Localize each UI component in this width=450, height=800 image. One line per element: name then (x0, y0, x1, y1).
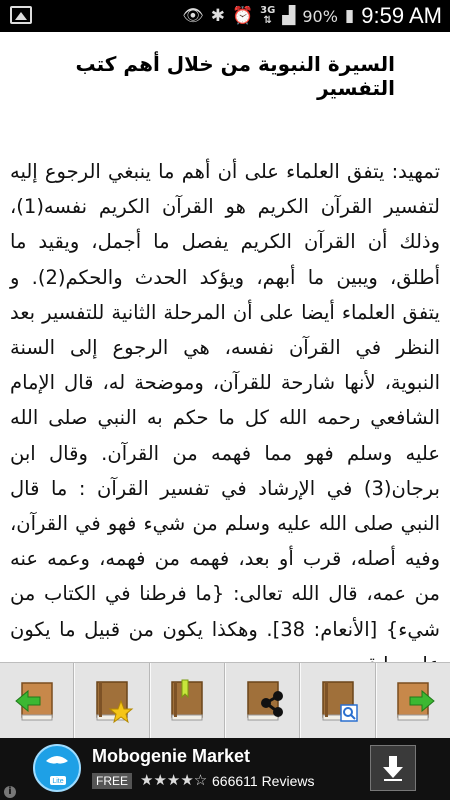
book-star-icon (89, 679, 135, 723)
alarm-icon: ⏰ (231, 5, 254, 26)
logo-lite-text: Lite (52, 778, 64, 785)
share-button[interactable] (225, 663, 300, 739)
previous-page-button[interactable] (0, 663, 74, 739)
download-button[interactable] (370, 745, 416, 791)
reader-content[interactable] (0, 32, 450, 662)
gallery-notification-icon (10, 6, 32, 24)
page-title: السيرة النبوية من خلال أهم كتب التفسير (75, 52, 395, 100)
status-icons (182, 0, 442, 32)
battery-icon: ▮ (344, 5, 355, 26)
free-badge: FREE (92, 773, 132, 789)
ad-title: Mobogenie Market (92, 746, 251, 766)
book-arrow-left-icon (14, 679, 60, 723)
eye-icon: 👁 (182, 5, 204, 26)
clock: 9:59 AM (361, 3, 442, 28)
mobogenie-logo (32, 743, 82, 793)
network-type: 3G ⇅ (260, 5, 276, 26)
book-bookmark-icon (164, 679, 210, 723)
bluetooth-icon: ✱ (210, 5, 225, 26)
download-arrow-icon (381, 754, 405, 782)
ad-info-icon[interactable]: i (4, 786, 16, 798)
signal-icon: ▟ (282, 5, 296, 26)
rating-stars: ★★★★☆ (140, 771, 208, 789)
share-icon (240, 679, 286, 723)
bookmark-button[interactable] (150, 663, 225, 739)
book-search-icon (315, 679, 361, 723)
review-count: 666611 Reviews (212, 773, 315, 789)
ad-banner[interactable] (0, 738, 450, 800)
search-button[interactable] (300, 663, 375, 739)
bottom-toolbar (0, 662, 450, 739)
battery-level: 90% (302, 6, 338, 26)
favorites-button[interactable] (74, 663, 149, 739)
article-body: تمهيد: يتفق العلماء على أن أهم ما ينبغي الرجوع إليه لتفسير القرآن الكريم هو القرآن الكريم نفسه(1)، وذلك أن القرآن الكريم يفصل ما أجمل، ويقيد ما أطلق، ويبين ما أبهم، ويؤكد الحدث والحكم(2). و يتفق العلماء أيضا على أن المرحلة الثانية للتفسير بعد النظر في القرآن نفسه، هي الرجوع إلى السنة النبوية، لأنها شارحة للقرآن، وموضحة له، قال الإمام الشافعي رحمه الله كل ما حكم به النبي صلى الله عليه وسلم فهو مما فهمه من القرآن. وقال ابن برجان(3) في الإرشاد في تفسير القرآن : ما قال النبي صلى الله عليه وسلم من شيء فهو في القرآن، وفيه أصله، قرب أو بعد، فهمه من فهمه، وعمه عنه من عمه، قال الله تعالى: {ما فرطنا في الكتاب من شيء} [الأنعام: 38]. وهكذا يكون من قبيل ما يكون (10, 160, 440, 641)
next-page-button[interactable] (376, 663, 450, 739)
status-bar (0, 0, 450, 32)
book-arrow-right-icon (390, 679, 436, 723)
